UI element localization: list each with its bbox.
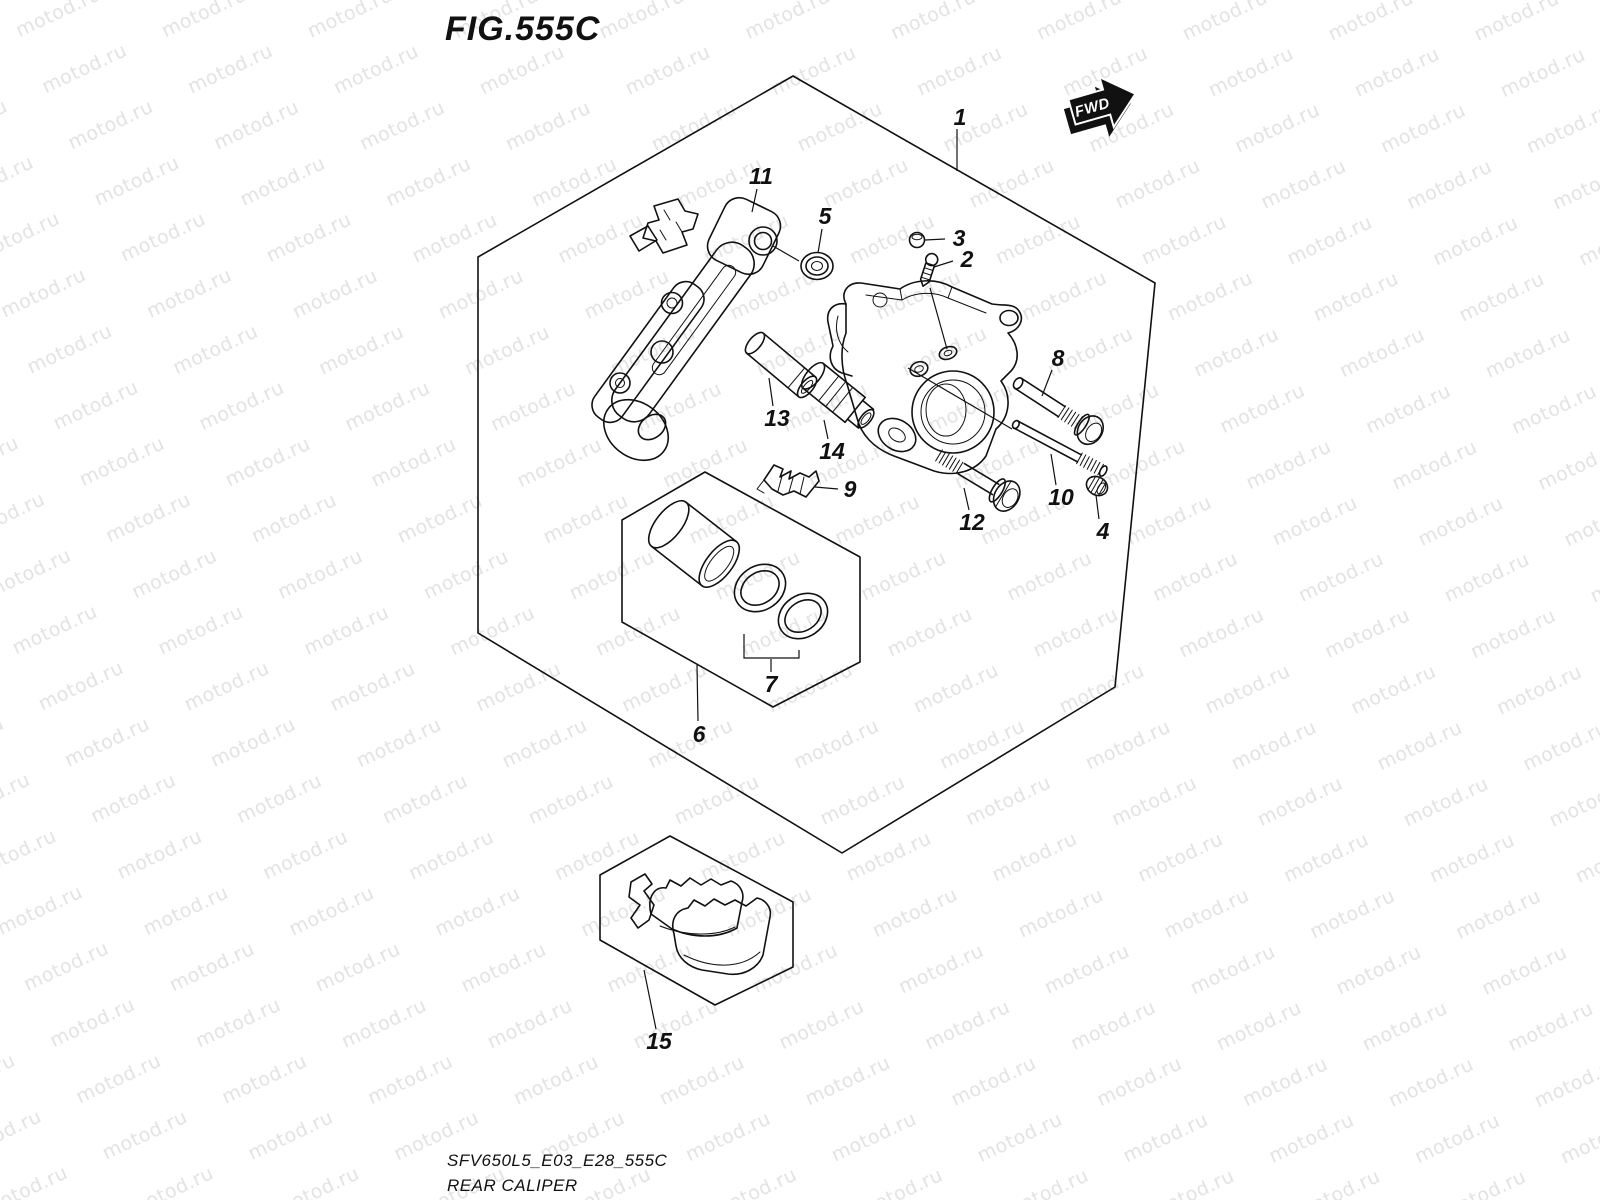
callout-15: 15 bbox=[646, 1028, 672, 1054]
footer-code: SFV650L5_E03_E28_555C bbox=[447, 1151, 668, 1170]
callout-9: 9 bbox=[843, 476, 857, 502]
callout-11: 11 bbox=[749, 163, 773, 189]
fwd-label: FWD bbox=[1072, 94, 1112, 121]
callout-6: 6 bbox=[692, 721, 706, 747]
callout-1: 1 bbox=[953, 104, 967, 130]
callout-14: 14 bbox=[819, 438, 845, 464]
callout-8: 8 bbox=[1051, 345, 1065, 371]
figure-title: FIG.555C bbox=[445, 10, 601, 48]
callout-13: 13 bbox=[764, 405, 790, 431]
callout-10: 10 bbox=[1048, 484, 1074, 510]
callout-5: 5 bbox=[818, 203, 832, 229]
callout-4: 4 bbox=[1096, 518, 1110, 544]
footer-caption: REAR CALIPER bbox=[447, 1176, 578, 1195]
callout-2: 2 bbox=[960, 246, 974, 272]
callout-7: 7 bbox=[764, 671, 778, 697]
callout-12: 12 bbox=[959, 509, 985, 535]
callout-3: 3 bbox=[952, 225, 966, 251]
